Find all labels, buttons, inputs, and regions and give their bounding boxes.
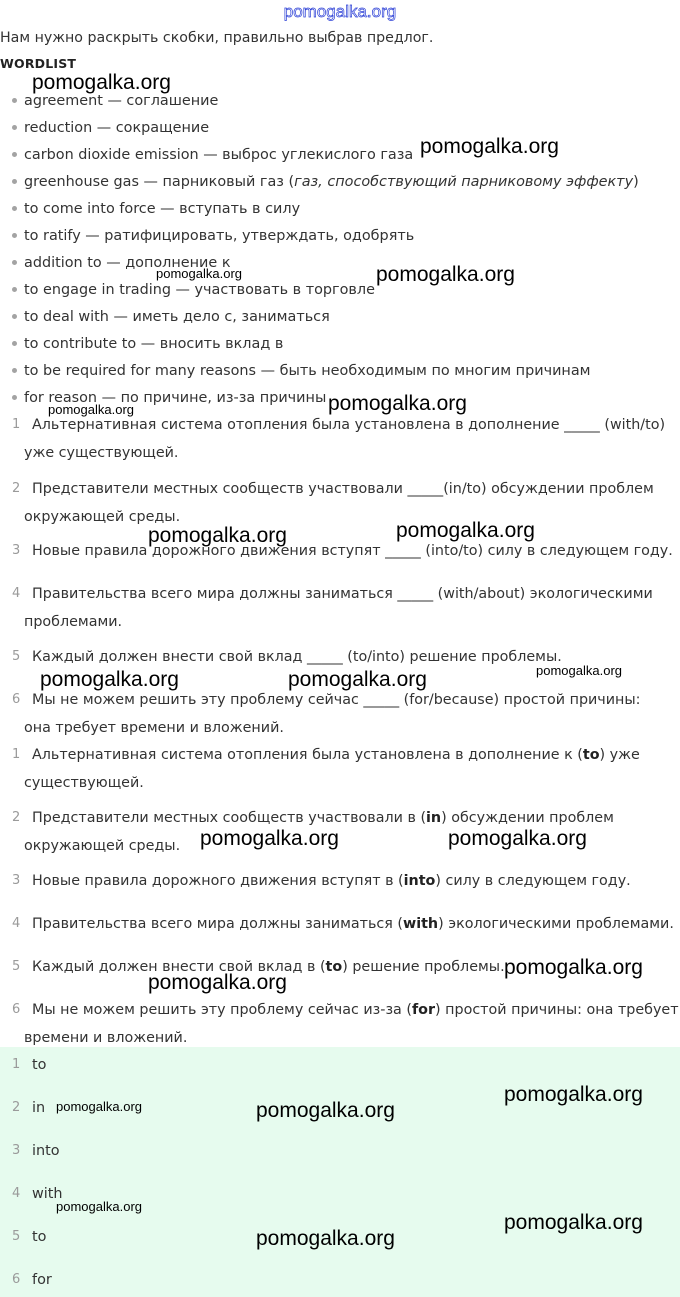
task-instruction: Нам нужно раскрыть скобки, правильно выбрав предлог. xyxy=(0,30,434,46)
exercise-item: 5 Каждый должен внести свой вклад _____ (to/into) решение проблемы. xyxy=(0,643,680,671)
wordlist-item: reduction — сокращение xyxy=(12,115,209,142)
exercise-number: 3 xyxy=(12,873,21,888)
filled-exercise-item: 6 Мы не можем решить эту проблему сейчас из-за (for) простой причины: она требует времени и вложений. xyxy=(0,996,680,1052)
exercise-number: 5 xyxy=(12,649,21,664)
bullet-icon xyxy=(12,260,17,265)
answer-highlight: into xyxy=(403,873,436,889)
watermark: pomogalka.org xyxy=(504,956,643,979)
exercise-number: 4 xyxy=(12,916,21,931)
watermark: pomogalka.org xyxy=(148,971,287,994)
answers-panel: 1 to 2 in 3 into 4 with 5 to 6 for xyxy=(0,1047,680,1297)
site-header-logo[interactable]: pomogalka.org xyxy=(283,2,397,21)
bullet-icon xyxy=(12,395,17,400)
watermark: pomogalka.org xyxy=(288,668,427,691)
watermark: pomogalka.org xyxy=(148,524,287,547)
watermark: pomogalka.org xyxy=(40,668,179,691)
watermark: pomogalka.org xyxy=(200,827,339,850)
watermark: pomogalka.org xyxy=(448,827,587,850)
wordlist-item: agreement — соглашение xyxy=(12,88,218,115)
bullet-icon xyxy=(12,125,17,130)
wordlist-item: to deal with — иметь дело с, заниматься xyxy=(12,304,330,331)
bullet-icon xyxy=(12,341,17,346)
exercise-item: 1 Альтернативная система отопления была установлена в дополнение _____ (with/to) уже существующей. xyxy=(0,411,680,467)
exercise-number: 2 xyxy=(12,481,21,496)
watermark: pomogalka.org xyxy=(56,1199,142,1214)
exercise-number: 4 xyxy=(12,586,21,601)
watermark: pomogalka.org xyxy=(504,1083,643,1106)
exercise-number: 1 xyxy=(12,417,21,432)
watermark: pomogalka.org xyxy=(396,519,535,542)
wordlist-item: greenhouse gas — парниковый газ (газ, способствующий парниковому эффекту) xyxy=(12,169,639,196)
wordlist-item: to be required for many reasons — быть необходимым по многим причинам xyxy=(12,358,591,385)
watermark: pomogalka.org xyxy=(536,663,622,678)
watermark: pomogalka.org xyxy=(256,1099,395,1122)
exercise-item: 6 Мы не можем решить эту проблему сейчас _____ (for/because) простой причины: она требует времени и вложений. xyxy=(0,686,680,742)
filled-exercise-item: 1 Альтернативная система отопления была установлена в дополнение к (to) уже существующей. xyxy=(0,741,680,797)
answer-highlight: to xyxy=(582,747,600,763)
watermark: pomogalka.org xyxy=(376,263,515,286)
filled-exercise-item: 2 Представители местных сообществ участвовали в (in) обсуждении проблем окружающей среды. xyxy=(0,804,680,860)
exercise-number: 2 xyxy=(12,810,21,825)
wordlist-item: to come into force — вступать в силу xyxy=(12,196,300,223)
answer-highlight: for xyxy=(411,1002,436,1018)
wordlist-item: addition to — дополнение к xyxy=(12,250,231,277)
bullet-icon xyxy=(12,98,17,103)
exercise-item: 2 Представители местных сообществ участвовали _____(in/to) обсуждении проблем окружающей среды. xyxy=(0,475,680,531)
wordlist-heading: WORDLIST xyxy=(0,56,77,71)
watermark: pomogalka.org xyxy=(48,402,134,417)
exercise-item: 4 Правительства всего мира должны заниматься _____ (with/about) экологическими проблемами. xyxy=(0,580,680,636)
watermark: pomogalka.org xyxy=(256,1227,395,1250)
filled-exercise-item: 3 Новые правила дорожного движения вступят в (into) силу в следующем году. xyxy=(0,867,680,895)
wordlist-item: to contribute to — вносить вклад в xyxy=(12,331,283,358)
bullet-icon xyxy=(12,314,17,319)
bullet-icon xyxy=(12,287,17,292)
watermark: pomogalka.org xyxy=(328,392,467,415)
watermark: pomogalka.org xyxy=(420,135,559,158)
bullet-icon xyxy=(12,179,17,184)
exercise-number: 3 xyxy=(12,543,21,558)
bullet-icon xyxy=(12,152,17,157)
bullet-icon xyxy=(12,206,17,211)
exercise-number: 6 xyxy=(12,692,21,707)
watermark: pomogalka.org xyxy=(156,266,242,281)
bullet-icon xyxy=(12,233,17,238)
watermark: pomogalka.org xyxy=(504,1211,643,1234)
answer-highlight: to xyxy=(325,959,343,975)
wordlist-item: to ratify — ратифицировать, утверждать, одобрять xyxy=(12,223,414,250)
answer-highlight: with xyxy=(402,916,439,932)
watermark: pomogalka.org xyxy=(56,1099,142,1114)
filled-exercise-item: 5 Каждый должен внести свой вклад в (to) решение проблемы. xyxy=(0,953,680,981)
wordlist-item: for reason — по причине, из-за причины xyxy=(12,385,326,412)
wordlist-item: to engage in trading — участвовать в торговле xyxy=(12,277,375,304)
watermark: pomogalka.org xyxy=(32,71,171,94)
exercise-number: 5 xyxy=(12,959,21,974)
bullet-icon xyxy=(12,368,17,373)
exercise-number: 1 xyxy=(12,747,21,762)
filled-exercise-item: 4 Правительства всего мира должны заниматься (with) экологическими проблемами. xyxy=(0,910,680,938)
wordlist-item: carbon dioxide emission — выброс углекислого газа xyxy=(12,142,413,169)
answer-highlight: in xyxy=(426,810,442,826)
exercise-number: 6 xyxy=(12,1002,21,1017)
exercise-item: 3 Новые правила дорожного движения вступят _____ (into/to) силу в следующем году. xyxy=(0,537,680,565)
